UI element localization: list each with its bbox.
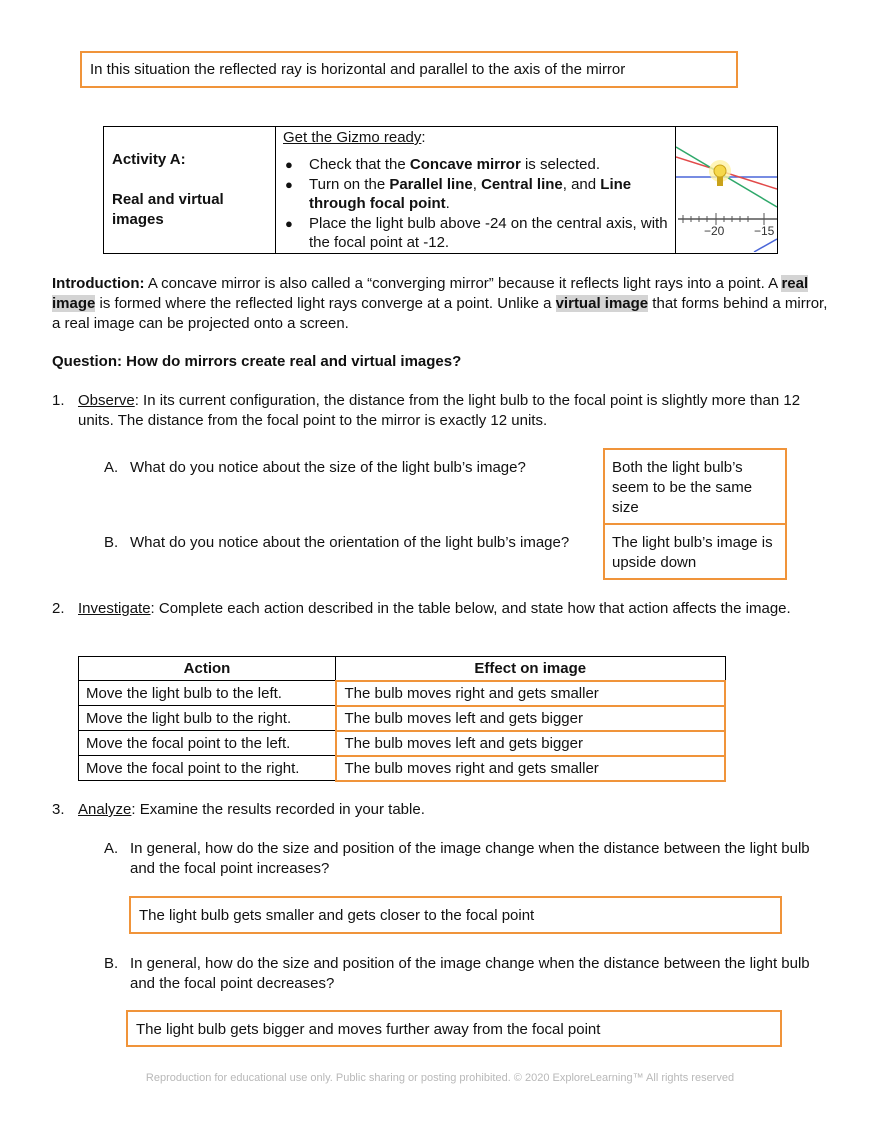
- q2-text: Investigate: Complete each action described in the table below, and state how that action affects the image.: [78, 600, 791, 617]
- table-row: [79, 706, 726, 731]
- q1b-letter: B.: [104, 534, 119, 551]
- activity-title: Activity A:: [112, 151, 186, 168]
- light-bulb-icon: [709, 160, 731, 186]
- q3b-text: In general, how do the size and position of the image change when the distance between the light bulb and the focal point decreases?: [130, 955, 810, 992]
- q1b-answer: The light bulb’s image is upside down: [612, 534, 773, 571]
- q2-number: 2.: [52, 600, 65, 617]
- q3a-text: In general, how do the size and position of the image change when the distance between the light bulb and the focal point increases?: [130, 840, 810, 877]
- table-row: [79, 681, 726, 706]
- investigate-label: Investigate: [78, 600, 151, 617]
- guiding-question: Question: How do mirrors create real and virtual images?: [52, 353, 462, 370]
- effect-cell[interactable]: The bulb moves left and gets bigger: [336, 706, 726, 731]
- observe-label: Observe: [78, 392, 135, 409]
- activity-title-cell: [104, 127, 276, 254]
- virtual-image-term: virtual image: [555, 295, 649, 312]
- q3-number: 3.: [52, 801, 65, 818]
- action-cell: Move the focal point to the left.: [79, 731, 336, 756]
- q1a-answer-box[interactable]: [603, 448, 787, 525]
- q1a-answer: Both the light bulb’s seem to be the same size: [612, 459, 753, 516]
- footer-copyright: Reproduction for educational use only. Public sharing or posting prohibited. © 2020 ExploreLearning™ All rights reserved: [145, 1072, 735, 1084]
- gizmo-thumbnail-cell: [676, 127, 778, 254]
- activity-subtitle: Real and virtual images: [112, 191, 224, 228]
- effect-cell[interactable]: The bulb moves right and gets smaller: [336, 756, 726, 781]
- real-image-term: real image: [52, 275, 809, 312]
- q3b-answer: The light bulb gets bigger and moves further away from the focal point: [136, 1021, 601, 1038]
- tick-label: −15: [754, 224, 775, 238]
- q3b-answer-box[interactable]: [126, 1010, 782, 1047]
- q3a-answer-box[interactable]: [129, 896, 782, 934]
- table-header: Action: [79, 657, 336, 681]
- list-item: ● Turn on the Parallel line, Central line, and Line through focal point.: [309, 175, 669, 214]
- gizmo-ready-heading: Get the Gizmo ready: [283, 129, 422, 146]
- action-cell: Move the light bulb to the right.: [79, 706, 336, 731]
- q1-text: Observe: In its current configuration, the distance from the light bulb to the focal point is slightly more than 12 units. The distance from the focal point to the mirror is exactly 12 units.: [78, 392, 801, 429]
- table-row: [79, 731, 726, 756]
- top-answer-box[interactable]: [80, 51, 738, 88]
- tick-label: −20: [704, 224, 725, 238]
- action-cell: Move the focal point to the right.: [79, 756, 336, 781]
- introduction-paragraph: Introduction: A concave mirror is also called a “converging mirror” because it reflects light rays into a point. A real image is formed where the reflected light rays converge at a point. Unlike a virtual image that forms behind a mirror, a real image can be projected onto a screen.: [52, 275, 828, 332]
- image-ray-line: [754, 239, 777, 252]
- q1b-answer-box[interactable]: [603, 523, 787, 580]
- gizmo-ready-list: [283, 155, 669, 253]
- effect-cell[interactable]: The bulb moves right and gets smaller: [336, 681, 726, 706]
- q3-text: Analyze: Examine the results recorded in your table.: [78, 801, 425, 818]
- effect-cell[interactable]: The bulb moves left and gets bigger: [336, 731, 726, 756]
- q1-number: 1.: [52, 392, 65, 409]
- gizmo-ready-cell: Get the Gizmo ready: ● Check that the Concave mirror is selected. ● Turn on the Parallel line, Central line, and Line through focal point. ● Place the light bulb above -24 on the central axis, with the focal point at -12.: [276, 127, 676, 254]
- action-table: [78, 656, 726, 782]
- intro-label: Introduction:: [52, 275, 145, 292]
- q1b-text: What do you notice about the orientation of the light bulb’s image?: [130, 534, 570, 551]
- q1a-letter: A.: [104, 459, 119, 476]
- action-cell: Move the light bulb to the left.: [79, 681, 336, 706]
- analyze-label: Analyze: [78, 801, 132, 818]
- q1a-text: What do you notice about the size of the light bulb’s image?: [130, 459, 526, 476]
- q3a-letter: A.: [104, 840, 119, 857]
- table-header: Effect on image: [336, 657, 726, 681]
- list-item: ● Place the light bulb above -24 on the central axis, with the focal point at -12.: [309, 214, 669, 253]
- activity-table: [103, 126, 778, 254]
- table-row: [79, 756, 726, 781]
- q3a-answer: The light bulb gets smaller and gets closer to the focal point: [139, 907, 535, 924]
- list-item: ● Check that the Concave mirror is selected.: [309, 155, 669, 175]
- gizmo-thumbnail: [676, 127, 777, 252]
- top-answer-text: In this situation the reflected ray is horizontal and parallel to the axis of the mirror: [90, 61, 626, 78]
- q3b-letter: B.: [104, 955, 119, 972]
